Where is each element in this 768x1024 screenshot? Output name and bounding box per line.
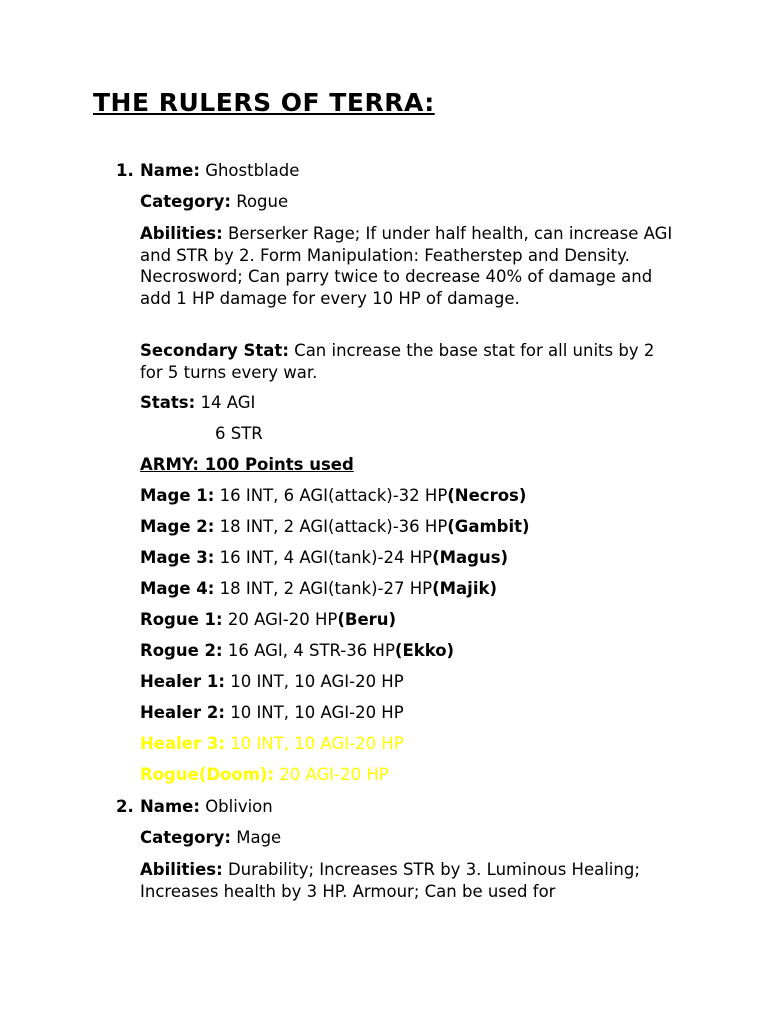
entry-1-category	[140, 192, 288, 211]
entry-2-abilities	[140, 859, 680, 902]
entry-2-name	[140, 797, 273, 816]
unit-label: Healer 2:	[140, 703, 225, 722]
unit-stats: 20 AGI-20 HP	[227, 610, 338, 629]
category-value: Rogue	[236, 192, 289, 211]
unit-label: Rogue 1:	[140, 610, 223, 629]
unit-label: Mage 3:	[140, 548, 215, 567]
unit-stats: 16 INT, 6 AGI(attack)-32 HP	[219, 486, 448, 505]
abilities-label: Abilities:	[140, 860, 223, 879]
stats-label: Stats:	[140, 393, 196, 412]
entry-1-number: 1.	[116, 161, 134, 180]
unit-name: (Gambit)	[447, 517, 530, 536]
stat-str: 6 STR	[215, 424, 263, 443]
stat-agi: 14 AGI	[200, 393, 256, 412]
army-unit-highlighted	[140, 734, 404, 753]
unit-stats: 16 INT, 4 AGI(tank)-24 HP	[219, 548, 433, 567]
unit-stats: 20 AGI-20 HP	[279, 765, 389, 784]
unit-label: Healer 3:	[140, 734, 225, 753]
entry-1-abilities	[140, 223, 680, 309]
unit-stats: 10 INT, 10 AGI-20 HP	[230, 672, 404, 691]
unit-stats: 16 AGI, 4 STR-36 HP	[227, 641, 395, 660]
category-label: Category:	[140, 192, 231, 211]
name-label: Name:	[140, 161, 200, 180]
category-label: Category:	[140, 828, 231, 847]
unit-stats: 10 INT, 10 AGI-20 HP	[230, 703, 404, 722]
entry-2-number: 2.	[116, 797, 134, 816]
unit-name: (Necros)	[447, 486, 527, 505]
army-unit	[140, 517, 530, 536]
army-unit	[140, 548, 508, 567]
unit-name: (Beru)	[337, 610, 397, 629]
document-title: THE RULERS OF TERRA:	[93, 88, 435, 117]
army-unit	[140, 579, 497, 598]
army-unit	[140, 672, 404, 691]
army-unit-highlighted	[140, 765, 389, 784]
army-unit	[140, 610, 396, 629]
army-unit	[140, 486, 526, 505]
entry-1-stats	[140, 393, 255, 412]
abilities-text: Durability; Increases STR by 3. Luminous Healing; Increases health by 3 HP. Armour; Can be used for	[140, 860, 640, 901]
category-value: Mage	[236, 828, 282, 847]
unit-label: Rogue(Doom):	[140, 765, 275, 784]
unit-stats: 10 INT, 10 AGI-20 HP	[230, 734, 404, 753]
entry-1-name	[140, 161, 299, 180]
name-value: Ghostblade	[205, 161, 300, 180]
unit-name: (Magus)	[432, 548, 509, 567]
unit-label: Rogue 2:	[140, 641, 223, 660]
secondary-stat-label: Secondary Stat:	[140, 341, 289, 360]
unit-label: Healer 1:	[140, 672, 225, 691]
unit-stats: 18 INT, 2 AGI(tank)-27 HP	[219, 579, 433, 598]
entry-2-category	[140, 828, 281, 847]
entry-1-secondary-stat	[140, 340, 680, 383]
army-unit	[140, 703, 404, 722]
unit-label: Mage 4:	[140, 579, 215, 598]
unit-name: (Majik)	[432, 579, 497, 598]
name-value: Oblivion	[205, 797, 273, 816]
abilities-label: Abilities:	[140, 224, 223, 243]
name-label: Name:	[140, 797, 200, 816]
secondary-stat-text: Can increase the base stat for all units by 2 for 5 turns every war.	[140, 341, 655, 382]
army-unit	[140, 641, 454, 660]
army-heading: ARMY: 100 Points used	[140, 455, 354, 474]
unit-label: Mage 2:	[140, 517, 215, 536]
abilities-text: Berserker Rage; If under half health, can increase AGI and STR by 2. Form Manipulation: Featherstep and Density. Necrosword; Can parry twice to decrease 40% of damage and add 1 HP damage for every 10 HP of damage.	[140, 224, 673, 308]
unit-name: (Ekko)	[394, 641, 455, 660]
unit-label: Mage 1:	[140, 486, 215, 505]
unit-stats: 18 INT, 2 AGI(attack)-36 HP	[219, 517, 448, 536]
